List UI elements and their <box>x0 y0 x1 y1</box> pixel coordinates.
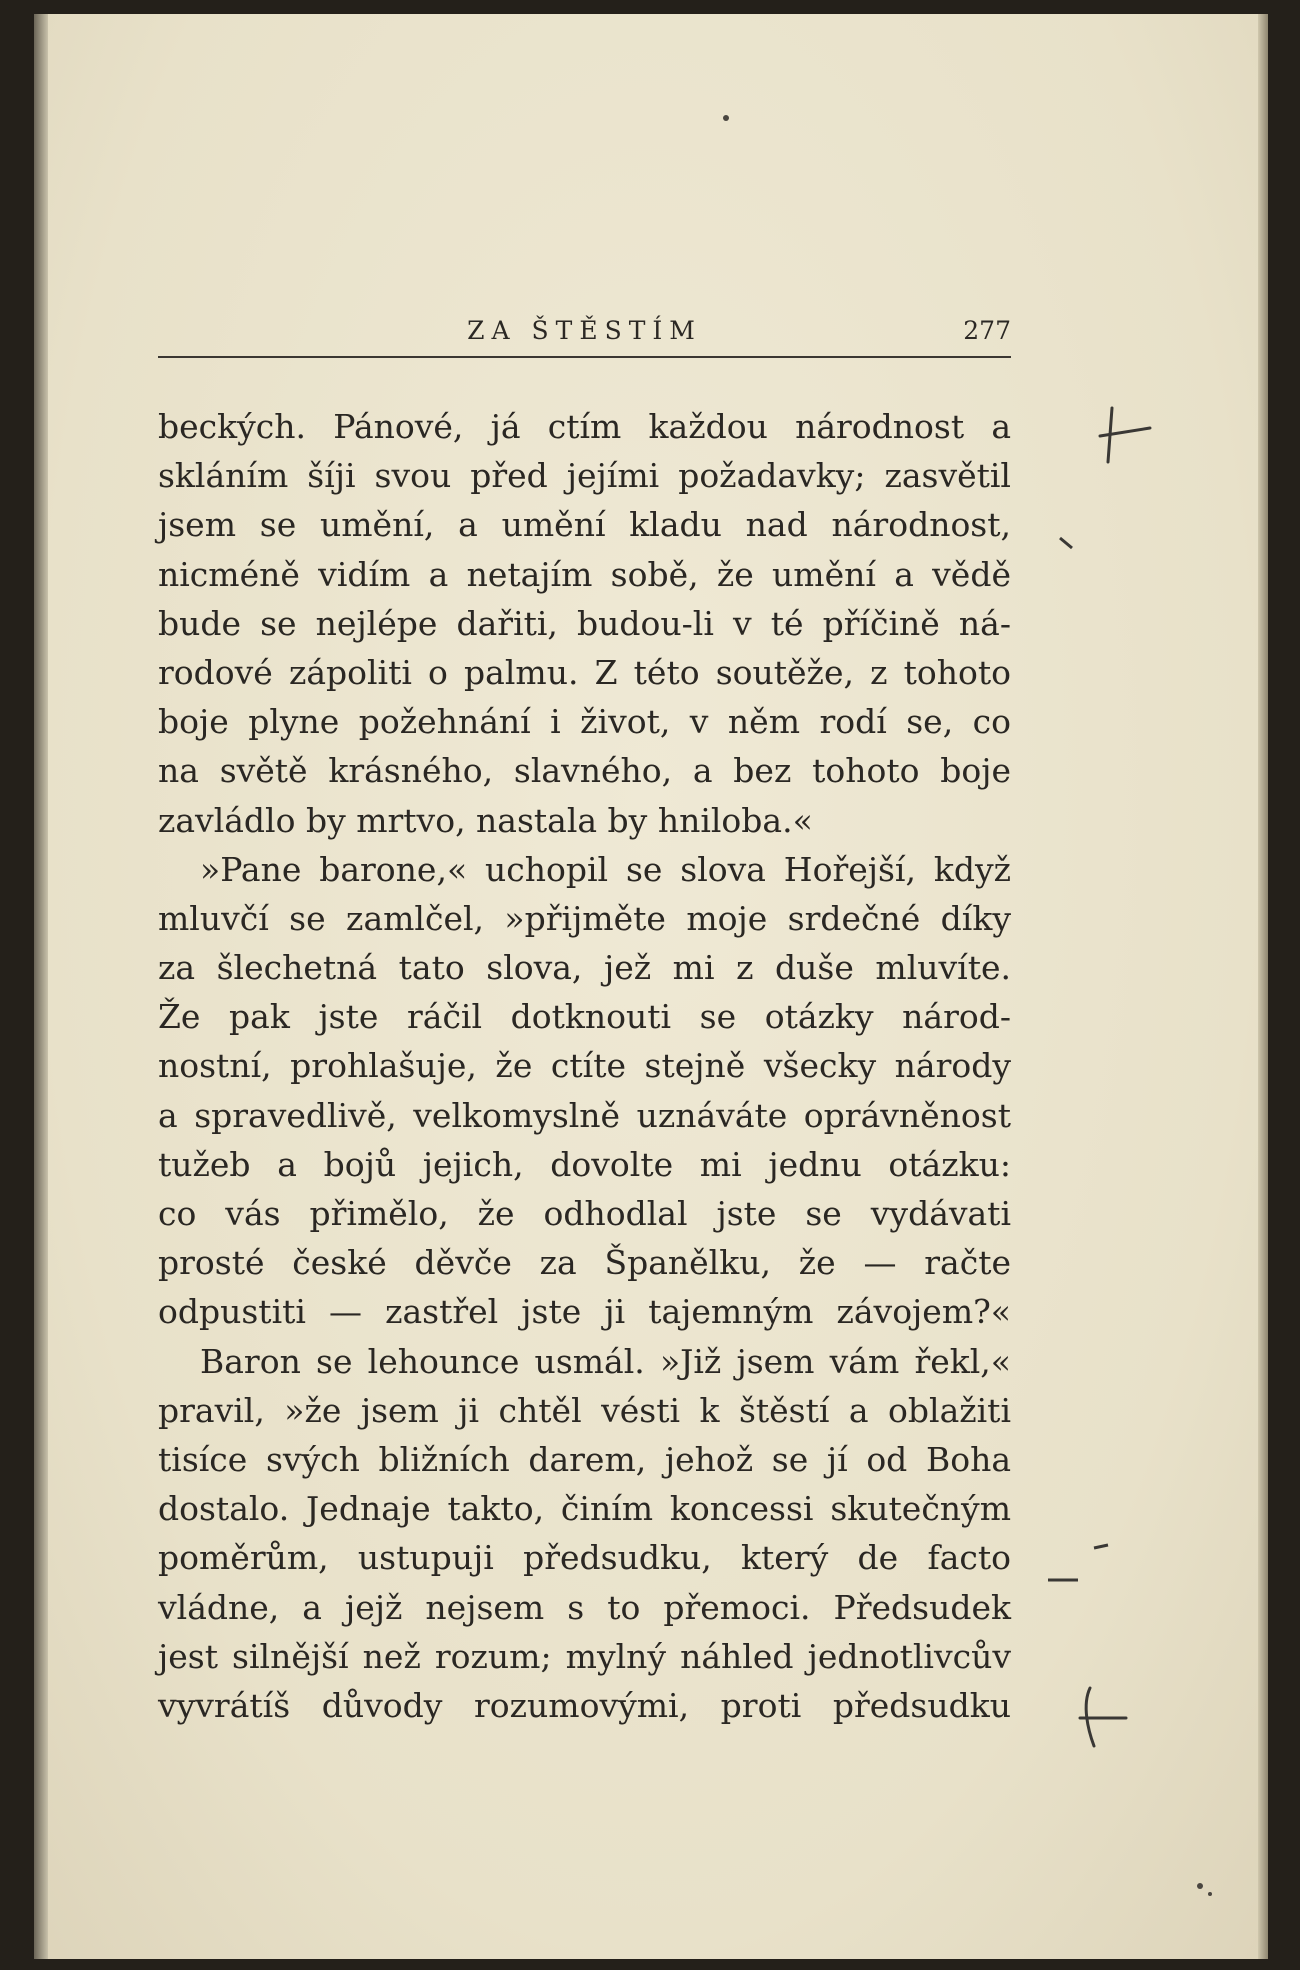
text-line: rodové zápoliti o palmu. Z této soutěže, z tohoto <box>158 652 1011 692</box>
text-line: poměrům, ustupuji předsudku, který de facto <box>158 1538 1011 1578</box>
text-line: co vás přimělo, že odhodlal jste se vydávati <box>158 1194 1011 1233</box>
header-rule <box>158 356 1011 358</box>
text-line: za šlechetná tato slova, jež mi z duše mluvíte. <box>158 948 1011 988</box>
text-line: dostalo. Jednaje takto, činím koncessi skutečným <box>158 1489 1011 1529</box>
text-line: jsem se umění, a umění kladu nad národnost, <box>158 505 1011 545</box>
text-line: tužeb a bojů jejich, dovolte mi jednu otázku: <box>158 1144 1011 1184</box>
running-head: ZA ŠTĚSTÍM <box>467 316 702 345</box>
text-line: tisíce svých bližních darem, jehož se jí od Boha <box>158 1439 1011 1479</box>
text-line: beckých. Pánové, já ctím každou národnost a <box>158 407 1011 446</box>
text-line: mluvčí se zamlčel, »přijměte moje srdečné díky <box>158 898 1011 938</box>
text-line: bude se nejlépe dařiti, budou-li v té příčině ná- <box>158 603 1011 643</box>
body-text <box>158 402 1011 1730</box>
text-line: Že pak jste ráčil dotknouti se otázky národ- <box>158 997 1011 1037</box>
text-line: nicméně vidím a netajím sobě, že umění a vědě <box>158 554 1011 594</box>
text-line: vládne, a jejž nejsem s to přemoci. Předsudek <box>158 1587 1011 1627</box>
page-number: 277 <box>963 316 1011 345</box>
text-line: boje plyne požehnání i život, v něm rodí se, co <box>158 702 1011 742</box>
text-line: nostní, prohlašuje, že ctíte stejně všecky národy <box>158 1046 1011 1086</box>
text-line: zavládlo by mrtvo, nastala by hniloba.« <box>158 800 813 840</box>
text-line: pravil, »že jsem ji chtěl vésti k štěstí a oblažiti <box>158 1390 1011 1430</box>
text-line: na světě krásného, slavného, a bez tohoto boje <box>158 751 1011 791</box>
page-edge <box>1258 14 1268 1959</box>
text-line: skláním šíji svou před jejími požadavky; zasvětil <box>158 456 1011 496</box>
text-line: Baron se lehounce usmál. »Již jsem vám řekl,« <box>200 1341 1011 1381</box>
text-line: »Pane barone,« uchopil se slova Hořejší, když <box>200 849 1011 889</box>
text-line: odpustiti — zastřel jste ji tajemným závojem?« <box>158 1292 1011 1332</box>
page-header <box>158 310 1011 350</box>
text-line: a spravedlivě, velkomyslně uznáváte oprávněnost <box>158 1095 1011 1135</box>
text-line: prosté české děvče za Španělku, že — račte <box>158 1243 1011 1283</box>
page-gutter <box>34 14 48 1959</box>
text-line: jest silnější než rozum; mylný náhled jednotlivcův <box>158 1636 1011 1676</box>
text-line: vyvrátíš důvody rozumovými, proti předsudku <box>158 1685 1011 1725</box>
